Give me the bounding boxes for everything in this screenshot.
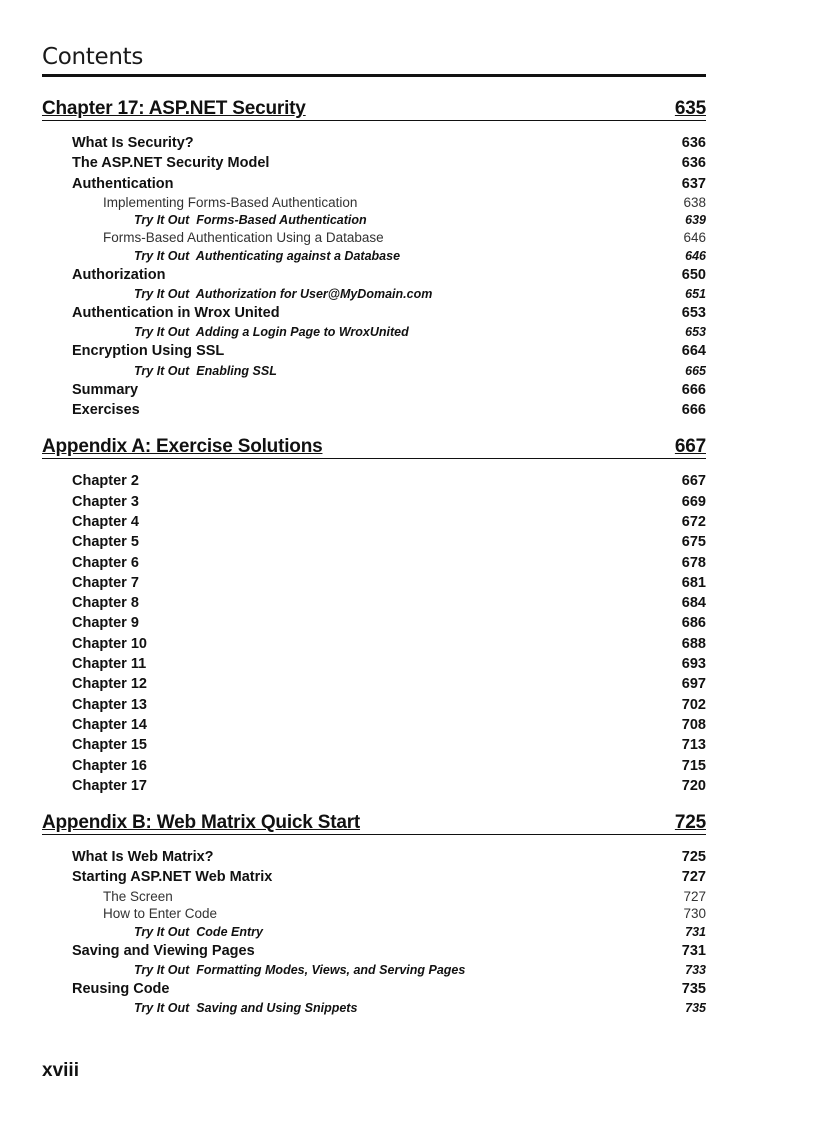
toc-entry[interactable] (42, 285, 706, 303)
toc-entry[interactable] (42, 553, 706, 573)
toc-entry[interactable] (42, 923, 706, 941)
toc-entry[interactable] (42, 867, 706, 887)
toc-entry-page: 693 (681, 656, 706, 673)
toc-entry-title: Chapter 12 (72, 676, 147, 693)
toc-entry[interactable] (42, 400, 706, 420)
toc-entry[interactable] (42, 532, 706, 552)
toc-entry-page: 646 (685, 248, 706, 263)
toc-entry[interactable] (42, 888, 706, 906)
toc-entry-title: Try It Out Formatting Modes, Views, and Serving Pages (134, 963, 466, 978)
toc-entry[interactable] (42, 153, 706, 173)
toc-chapter-title: Appendix B: Web Matrix Quick Start (42, 812, 361, 834)
toc-entry-title: Authentication in Wrox United (72, 305, 280, 322)
toc-entry[interactable] (42, 735, 706, 755)
toc-chapter-heading[interactable] (42, 436, 706, 459)
toc-chapter-title: Chapter 17: ASP.NET Security (42, 98, 306, 119)
toc-entry-page: 733 (685, 963, 706, 978)
toc-entry-title: Chapter 2 (72, 473, 139, 490)
toc-entry[interactable] (42, 654, 706, 674)
toc-entry[interactable] (42, 776, 706, 796)
toc-entry-page: 725 (681, 849, 706, 866)
toc-entry[interactable] (42, 756, 706, 776)
toc-entry[interactable] (42, 265, 706, 285)
toc-entry[interactable] (42, 471, 706, 491)
toc-entry[interactable] (42, 905, 706, 923)
toc-entry-title: Authentication (72, 175, 174, 192)
toc-entry-title: What Is Web Matrix? (72, 849, 214, 866)
toc-entry-title: Chapter 3 (72, 493, 139, 510)
toc-entry-title: Starting ASP.NET Web Matrix (72, 869, 273, 886)
toc-entry-page: 667 (681, 473, 706, 490)
toc-entry-page: 735 (681, 981, 706, 998)
toc-entry-page: 720 (681, 777, 706, 794)
toc-chapter-page: 667 (674, 436, 706, 458)
toc-entry[interactable] (42, 341, 706, 361)
page-title: Contents (42, 44, 144, 70)
toc-entry-page: 688 (681, 635, 706, 652)
toc-entry-title: The ASP.NET Security Model (72, 155, 270, 172)
toc-entry-title: Try It Out Saving and Using Snippets (134, 1001, 358, 1016)
toc-chapter-title: Appendix A: Exercise Solutions (42, 436, 323, 458)
toc-entry-title: Chapter 9 (72, 615, 139, 632)
toc-entry-page: 675 (681, 534, 706, 551)
toc-entry-title: Exercises (72, 402, 140, 419)
toc-entry-title: Chapter 4 (72, 513, 139, 530)
toc-entry-title: Saving and Viewing Pages (72, 942, 255, 959)
toc-entry-page: 636 (681, 135, 706, 151)
toc-chapter-page: 635 (674, 98, 706, 119)
toc-entry[interactable] (42, 247, 706, 265)
toc-entry[interactable] (42, 593, 706, 613)
toc-entry[interactable] (42, 174, 706, 194)
toc-entry-title: How to Enter Code (103, 906, 218, 922)
toc-entry-title: Implementing Forms-Based Authentication (103, 194, 358, 210)
toc-entry[interactable] (42, 303, 706, 323)
toc-entry-page: 727 (683, 888, 706, 904)
toc-entry-page: 684 (681, 595, 706, 612)
toc-entry-title: Chapter 6 (72, 554, 139, 571)
toc-entry[interactable] (42, 613, 706, 633)
toc-entry-title: Chapter 11 (72, 656, 147, 673)
toc-entry-title: Chapter 5 (72, 534, 139, 551)
toc-entry-title: Try It Out Code Entry (134, 924, 263, 939)
toc-entry-title: Chapter 8 (72, 595, 139, 612)
toc-chapter-page: 725 (674, 812, 706, 834)
toc-entry-page: 713 (681, 737, 706, 754)
toc-entry[interactable] (42, 573, 706, 593)
toc-entry-title: Reusing Code (72, 981, 170, 998)
toc-entry-page: 731 (681, 942, 706, 959)
toc-section (42, 436, 706, 806)
toc-entry-page: 686 (681, 615, 706, 632)
header-divider (42, 74, 706, 77)
toc-entry-title: Forms-Based Authentication Using a Database (103, 230, 384, 246)
toc-entry-title: Try It Out Authorization for User@MyDomain.com (134, 287, 433, 302)
toc-entry-title: Try It Out Authenticating against a Database (134, 248, 401, 263)
toc-entry[interactable] (42, 941, 706, 961)
toc-entry[interactable] (42, 512, 706, 532)
toc-entry-title: Chapter 13 (72, 696, 147, 713)
toc-entry-page: 651 (685, 287, 706, 302)
toc-entry[interactable] (42, 323, 706, 341)
toc-entry[interactable] (42, 362, 706, 380)
toc-entry[interactable] (42, 194, 706, 212)
section-spacer (42, 420, 706, 430)
toc-entry-page: 637 (681, 175, 706, 192)
section-spacer (42, 1017, 706, 1027)
toc-entry[interactable] (42, 999, 706, 1017)
toc-entry[interactable] (42, 634, 706, 654)
toc-entry-page: 735 (685, 1001, 706, 1016)
toc-entry-title: Summary (72, 381, 139, 398)
toc-entry-page: 715 (681, 757, 706, 774)
toc-entry-page: 665 (685, 363, 706, 378)
toc-entry-title: What Is Security? (72, 135, 194, 151)
table-of-contents (42, 98, 706, 1033)
toc-entry-page: 672 (681, 513, 706, 530)
toc-entry-page: 664 (681, 343, 706, 360)
toc-entry[interactable] (42, 674, 706, 694)
toc-section (42, 812, 706, 1027)
page-number: xviii (42, 1060, 79, 1081)
toc-entry-title: Try It Out Forms-Based Authentication (134, 213, 367, 228)
toc-entry-title: Authorization (72, 266, 166, 283)
toc-entry[interactable] (42, 229, 706, 247)
toc-entry-page: 638 (683, 194, 706, 210)
toc-entry-page: 731 (685, 924, 706, 939)
toc-entry-title: Chapter 10 (72, 635, 147, 652)
toc-entry-title: Chapter 16 (72, 757, 147, 774)
toc-entry-page: 702 (681, 696, 706, 713)
toc-entry-page: 636 (681, 155, 706, 172)
toc-entry-title: Chapter 7 (72, 574, 139, 591)
toc-entry-title: Try It Out Adding a Login Page to WroxUnited (134, 325, 409, 340)
toc-entry[interactable] (42, 979, 706, 999)
toc-entry-title: Chapter 15 (72, 737, 147, 754)
toc-entry-title: Chapter 14 (72, 716, 147, 733)
toc-entry-title: Chapter 17 (72, 777, 147, 794)
toc-chapter-heading[interactable] (42, 812, 706, 835)
toc-entry-title: The Screen (103, 888, 173, 904)
toc-entry-page: 639 (685, 213, 706, 228)
toc-entry[interactable] (42, 133, 706, 153)
toc-entry-page: 666 (681, 381, 706, 398)
toc-entry-title: Try It Out Enabling SSL (134, 363, 277, 378)
toc-entry[interactable] (42, 211, 706, 229)
toc-entry[interactable] (42, 380, 706, 400)
toc-entry-page: 730 (683, 906, 706, 922)
toc-entry-page: 646 (683, 230, 706, 246)
toc-entry-page: 678 (681, 554, 706, 571)
toc-entry-title: Encryption Using SSL (72, 343, 225, 360)
toc-entry[interactable] (42, 961, 706, 979)
toc-entry[interactable] (42, 847, 706, 867)
toc-entry-page: 653 (681, 305, 706, 322)
toc-entry-page: 727 (681, 869, 706, 886)
toc-entry-page: 650 (681, 266, 706, 283)
toc-entry-page: 653 (685, 325, 706, 340)
toc-entry-page: 708 (681, 716, 706, 733)
toc-chapter-heading[interactable] (42, 98, 706, 121)
toc-entry-page: 669 (681, 493, 706, 510)
toc-entry[interactable] (42, 695, 706, 715)
section-spacer (42, 796, 706, 806)
toc-entry-page: 666 (681, 402, 706, 419)
toc-entry[interactable] (42, 492, 706, 512)
toc-entry-page: 697 (681, 676, 706, 693)
toc-entry[interactable] (42, 715, 706, 735)
toc-entry-page: 681 (681, 574, 706, 591)
toc-section (42, 98, 706, 430)
